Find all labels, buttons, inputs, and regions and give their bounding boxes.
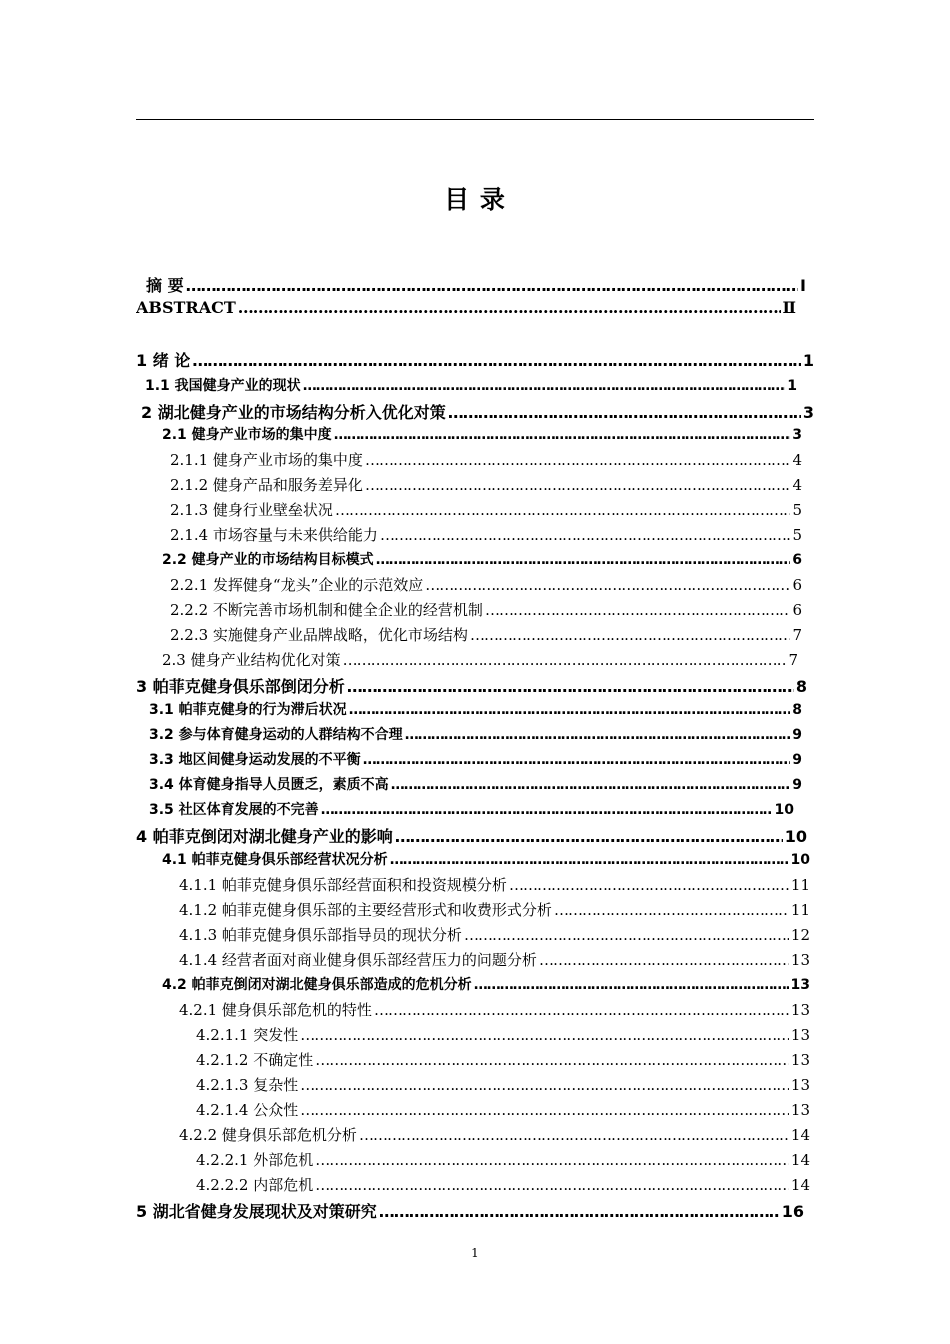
toc-entry[interactable]: [196, 1174, 810, 1196]
toc-label: 4.2 帕菲克倒闭对湖北健身俱乐部造成的危机分析: [162, 977, 472, 993]
toc-label: 4.2.2.2 内部危机: [196, 1176, 314, 1194]
toc-page: 16: [781, 1202, 804, 1221]
toc-page: Ⅰ: [800, 276, 806, 295]
toc-label: 3.1 帕菲克健身的行为滞后状况: [149, 702, 347, 718]
toc-label: ABSTRACT: [136, 298, 236, 317]
toc-entry[interactable]: [196, 1149, 810, 1171]
toc-label: 4 帕菲克倒闭对湖北健身产业的影响: [136, 827, 393, 846]
toc-leader: [334, 427, 791, 443]
toc-leader: [554, 901, 789, 919]
toc-leader: [315, 1051, 789, 1069]
toc-leader: [405, 727, 791, 743]
toc-page: 11: [790, 901, 810, 919]
toc-leader: [365, 476, 791, 494]
toc-page: 4: [792, 476, 802, 494]
toc-entry[interactable]: [170, 524, 802, 546]
toc-page: 4: [792, 451, 802, 469]
toc-leader: [300, 1076, 789, 1094]
toc-entry[interactable]: [170, 474, 802, 496]
toc-entry[interactable]: [170, 574, 802, 596]
toc-entry[interactable]: [141, 400, 814, 422]
toc-leader: [539, 951, 789, 969]
toc-page: 13: [790, 1051, 810, 1069]
toc-leader: [303, 378, 786, 394]
toc-label: 4.2.2 健身俱乐部危机分析: [179, 1126, 357, 1144]
toc-entry[interactable]: [162, 424, 802, 446]
toc-entry[interactable]: [162, 549, 802, 571]
toc-label: 1.1 我国健身产业的现状: [145, 378, 301, 394]
toc-label: 4.2.1.4 公众性: [196, 1101, 299, 1119]
toc-label: 4.1.3 帕菲克健身俱乐部指导员的现状分析: [179, 926, 462, 944]
toc-page: 10: [774, 802, 794, 818]
toc-page: Ⅱ: [782, 298, 796, 317]
toc-label: 4.2.1.3 复杂性: [196, 1076, 299, 1094]
toc-page: 3: [802, 403, 814, 422]
toc-leader: [349, 702, 791, 718]
toc-leader: [186, 276, 798, 295]
toc-page: 10: [790, 852, 810, 868]
toc-label: 2.2 健身产业的市场结构目标模式: [162, 552, 374, 568]
toc-entry[interactable]: [162, 849, 810, 871]
toc-entry[interactable]: [149, 749, 802, 771]
toc-entry[interactable]: [170, 624, 802, 646]
toc-entry[interactable]: [145, 375, 797, 397]
toc-page: 9: [792, 752, 802, 768]
toc-entry[interactable]: [149, 724, 802, 746]
toc-page: 14: [790, 1151, 810, 1169]
toc-leader: [321, 802, 773, 818]
toc-entry[interactable]: [196, 1024, 810, 1046]
toc-entry[interactable]: [179, 949, 810, 971]
toc-entry[interactable]: [149, 774, 802, 796]
toc-entry[interactable]: [136, 824, 807, 846]
toc-entry[interactable]: [196, 1099, 810, 1121]
toc-leader: [395, 827, 783, 846]
toc-page: 7: [788, 651, 798, 669]
toc-entry[interactable]: [179, 924, 810, 946]
toc-page: 3: [792, 427, 802, 443]
toc-page: 1: [802, 351, 814, 370]
toc-leader: [464, 926, 789, 944]
toc-page: 6: [792, 601, 802, 619]
toc-leader: [347, 677, 794, 696]
toc-label: 2.1.3 健身行业壁垒状况: [170, 501, 333, 519]
toc-label: 4.2.1 健身俱乐部危机的特性: [179, 1001, 372, 1019]
toc-entry[interactable]: [136, 348, 814, 370]
toc-page: 13: [790, 1026, 810, 1044]
toc-label: 3.2 参与体育健身运动的人群结构不合理: [149, 727, 403, 743]
toc-leader: [376, 552, 791, 568]
toc-page: 13: [790, 1076, 810, 1094]
page-number: 1: [471, 1246, 479, 1260]
toc-leader: [470, 626, 791, 644]
toc-page: 13: [790, 951, 810, 969]
toc-page: 6: [792, 576, 802, 594]
toc-page: 13: [790, 1101, 810, 1119]
toc-page: 13: [790, 1001, 810, 1019]
toc-leader: [365, 451, 791, 469]
toc-leader: [300, 1026, 789, 1044]
toc-leader: [391, 777, 791, 793]
toc-page: 7: [792, 626, 802, 644]
toc-label: 摘 要: [146, 276, 184, 295]
toc-label: 4.2.1.1 突发性: [196, 1026, 299, 1044]
toc-leader: [238, 298, 781, 317]
toc-entry[interactable]: [170, 499, 802, 521]
toc-page: 13: [790, 977, 810, 993]
toc-leader: [315, 1151, 789, 1169]
toc-page: 8: [792, 702, 802, 718]
toc-entry[interactable]: [146, 273, 806, 295]
toc-page: 14: [790, 1176, 810, 1194]
header-rule: [136, 119, 814, 120]
toc-leader: [379, 1202, 780, 1221]
toc-label: 2 湖北健身产业的市场结构分析入优化对策: [141, 403, 446, 422]
toc-label: 2.1.2 健身产品和服务差异化: [170, 476, 363, 494]
toc-entry[interactable]: [170, 599, 802, 621]
toc-entry[interactable]: [149, 799, 794, 821]
toc-entry[interactable]: [136, 674, 807, 696]
toc-label: 4.2.1.2 不确定性: [196, 1051, 314, 1069]
toc-label: 3.3 地区间健身运动发展的不平衡: [149, 752, 361, 768]
toc-entry[interactable]: [149, 699, 802, 721]
toc-leader: [343, 651, 787, 669]
toc-leader: [315, 1176, 789, 1194]
toc-label: 2.1.4 市场容量与未来供给能力: [170, 526, 378, 544]
toc-leader: [363, 752, 791, 768]
toc-page: 1: [787, 378, 797, 394]
toc-page: 10: [784, 827, 807, 846]
toc-leader: [374, 1001, 789, 1019]
toc-page: 5: [792, 501, 802, 519]
toc-entry[interactable]: [136, 1199, 804, 1221]
toc-entry[interactable]: [162, 649, 798, 671]
toc-entry[interactable]: [136, 298, 796, 320]
toc-leader: [425, 576, 790, 594]
toc-label: 4.2.2.1 外部危机: [196, 1151, 314, 1169]
toc-label: 3.5 社区体育发展的不完善: [149, 802, 319, 818]
toc-page: 12: [790, 926, 810, 944]
toc-page: 6: [792, 552, 802, 568]
toc-entry[interactable]: [162, 974, 810, 996]
toc-page: 8: [795, 677, 807, 696]
toc-page: 9: [792, 777, 802, 793]
toc-page: 11: [790, 876, 810, 894]
toc-entry[interactable]: [179, 999, 810, 1021]
toc-page: 9: [792, 727, 802, 743]
toc-entry[interactable]: [196, 1074, 810, 1096]
toc-entry[interactable]: [179, 899, 810, 921]
toc-label: 3 帕菲克健身俱乐部倒闭分析: [136, 677, 345, 696]
toc-leader: [300, 1101, 789, 1119]
toc-label: 2.2.3 实施健身产业品牌战略，优化市场结构: [170, 626, 468, 644]
toc-entry[interactable]: [196, 1049, 810, 1071]
toc-page: 5: [792, 526, 802, 544]
toc-label: 1 绪 论: [136, 351, 191, 370]
toc-leader: [474, 977, 789, 993]
page-title: 目 录: [444, 185, 506, 214]
toc-page: 14: [790, 1126, 810, 1144]
toc-label: 3.4 体育健身指导人员匮乏，素质不高: [149, 777, 389, 793]
toc-label: 4.1.1 帕菲克健身俱乐部经营面积和投资规模分析: [179, 876, 507, 894]
toc-leader: [335, 501, 791, 519]
toc-leader: [448, 403, 801, 422]
toc-entry[interactable]: [179, 1124, 810, 1146]
toc-label: 2.1.1 健身产业市场的集中度: [170, 451, 363, 469]
toc-leader: [485, 601, 791, 619]
toc-leader: [509, 876, 789, 894]
toc-entry[interactable]: [170, 449, 802, 471]
toc-label: 2.3 健身产业结构优化对策: [162, 651, 341, 669]
toc-leader: [192, 351, 801, 370]
toc-label: 4.1 帕菲克健身俱乐部经营状况分析: [162, 852, 388, 868]
toc-leader: [380, 526, 791, 544]
toc-leader: [390, 852, 789, 868]
toc-entry[interactable]: [179, 874, 810, 896]
toc-label: 2.1 健身产业市场的集中度: [162, 427, 332, 443]
toc-label: 2.2.1 发挥健身“龙头”企业的示范效应: [170, 576, 424, 594]
toc-label: 4.1.2 帕菲克健身俱乐部的主要经营形式和收费形式分析: [179, 901, 552, 919]
toc-label: 5 湖北省健身发展现状及对策研究: [136, 1202, 377, 1221]
toc-label: 2.2.2 不断完善市场机制和健全企业的经营机制: [170, 601, 483, 619]
toc-leader: [359, 1126, 789, 1144]
toc-label: 4.1.4 经营者面对商业健身俱乐部经营压力的问题分析: [179, 951, 537, 969]
